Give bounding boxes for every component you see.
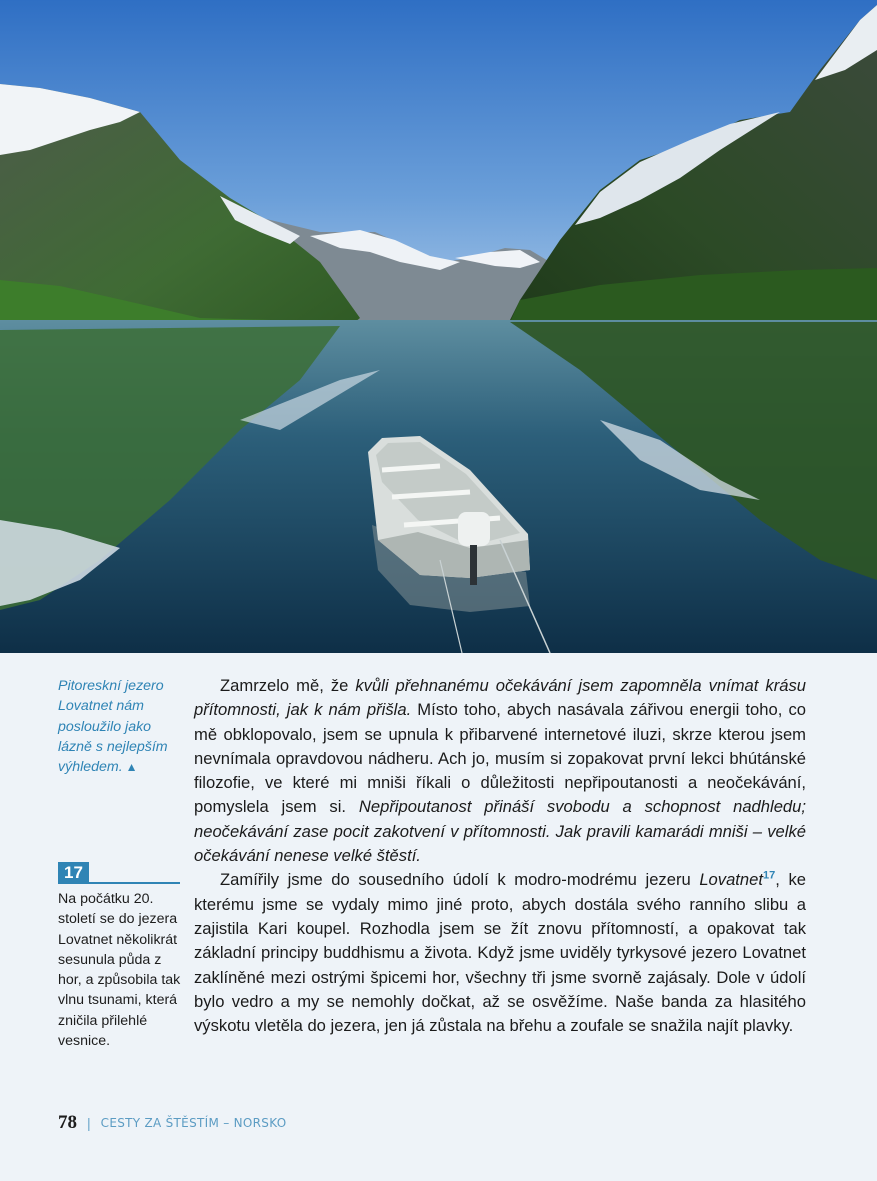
p1-text-2: Místo toho, abych nasávala zářivou energii toho, co mě obklopovalo, jsem se upnula k přibarvené internetové iluzi, skrze kterou jsem nevnímala opravdovou nádheru. Ach jo, musím si zopakovat první lekci bhútánské filozofie, ve které mi mniši říkali o důležitosti nepřipoutanosti a neočekávání, pomyslela jsem si. — [194, 700, 806, 817]
paragraph-2 — [194, 868, 806, 1038]
p2-text-2: , ke kterému jsme se vydaly mimo jiné proto, abych dostála svého ranního slibu a zajistila Kari koupel. Rozhodla jsem se žít znovu přítomností, a opakovat tak základní principy buddhismu a života. Když jsme uviděly tyrkysové jezero Lovatnet zaklíněné mezi ostrými špicemi hor, všechny tři jsme svorně zajásaly. Dole v údolí bylo vedro a my se nemohly dočkat, až se osvěžíme. Naše banda za hlasitého výskotu vletěla do jezera, jen já zůstala na břehu a zoufale se snažila najít plavky. — [194, 870, 806, 1036]
p2-text-1: Zamířily jsme do sousedního údolí k modro-modrému jezeru — [220, 870, 700, 890]
photo-caption — [58, 676, 186, 777]
footnote-reference[interactable]: 17 — [763, 869, 776, 882]
footnote — [58, 862, 180, 1051]
body-text — [194, 674, 806, 1038]
footnote-number: 17 — [58, 862, 89, 884]
running-title: CESTY ZA ŠTĚSTÍM – NORSKO — [100, 1116, 287, 1130]
footer-separator: | — [87, 1115, 91, 1131]
page-number: 78 — [58, 1112, 77, 1133]
p2-italic-lake: Lovatnet — [699, 870, 763, 890]
footnote-text: Na počátku 20. století se do jezera Lovatnet několikrát sesunula půda z hor, a způsobila tak vlnu tsunami, která zničila přilehlé vesnice. — [58, 891, 181, 1050]
p1-text-1: Zamrzelo mě, že — [220, 676, 356, 695]
p1-italic-2: Nepřipoutanost přináší svobodu a schopnost nadhledu; neočekávání zase pocit zakotvení v přítomnosti. Jak pravili kamarádi mniši – velké očekávání nenese velké štěstí. — [194, 797, 806, 866]
caption-text: Pitoreskní jezero Lovatnet nám posloužilo jako lázně s nejlepším výhledem. — [58, 678, 168, 776]
triangle-up-icon: ▲ — [125, 760, 138, 775]
page-footer — [58, 1111, 286, 1135]
paragraph-1 — [194, 674, 806, 868]
p1-italic-1: kvůli přehnanému očekávání jsem zapomněla vnímat krásu přítomnosti, jak k nám přišla. — [194, 676, 806, 720]
